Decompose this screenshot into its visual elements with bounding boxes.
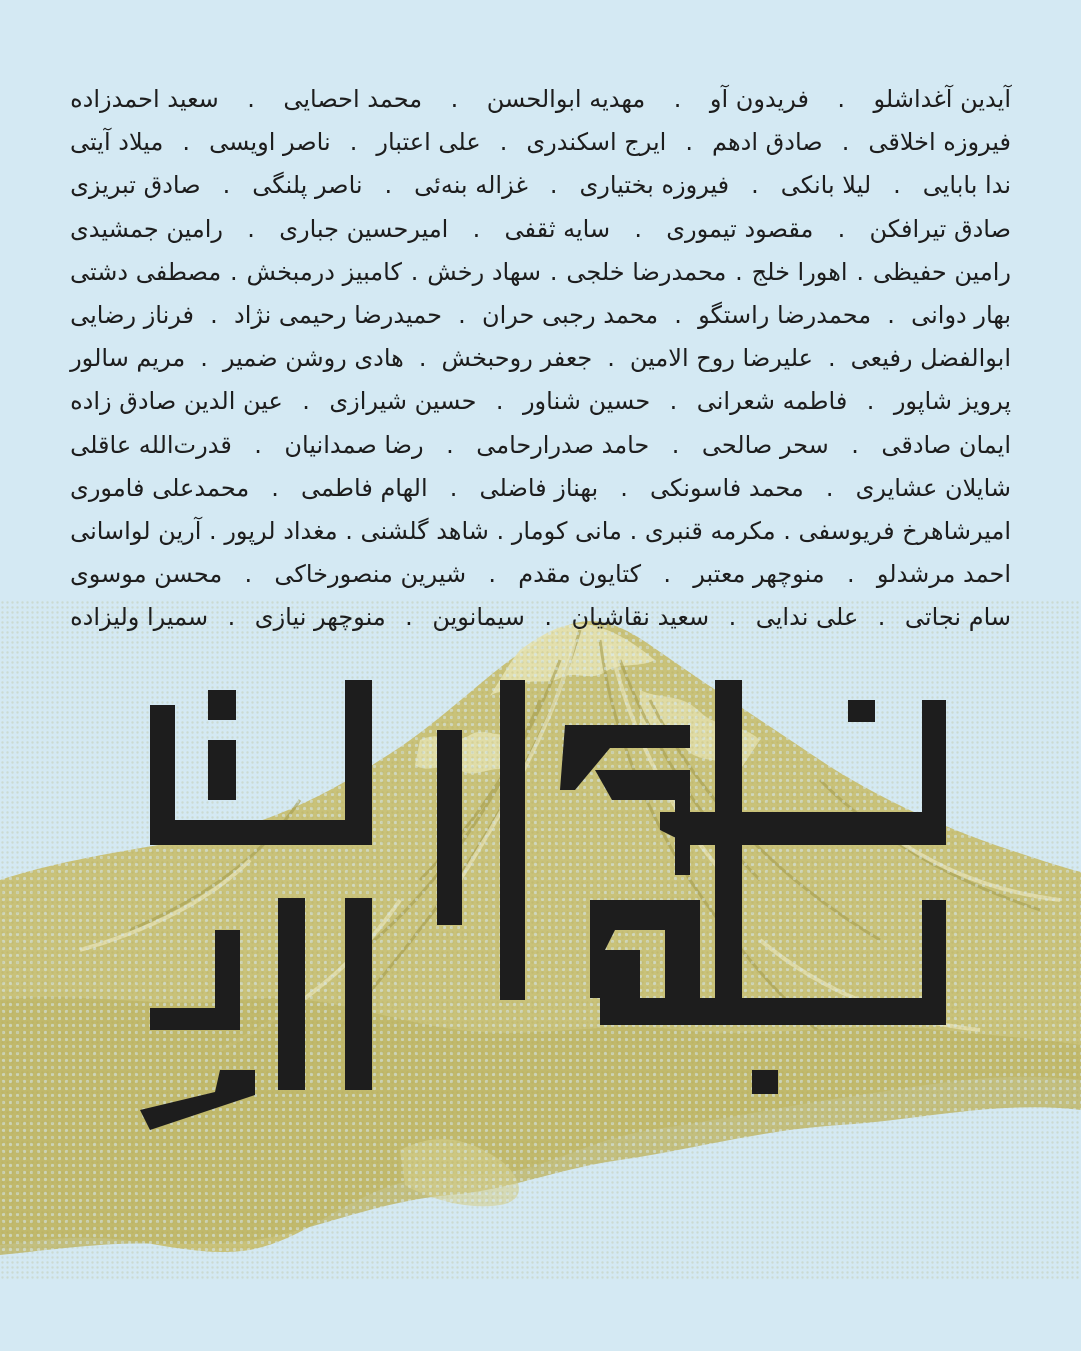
name-separator: . (472, 214, 481, 243)
artist-name: مغداد لرپور (224, 516, 338, 545)
name-separator: . (499, 128, 508, 157)
artist-name: غزاله بنه‌ئی (414, 171, 528, 200)
artist-name: فیروزه اخلاقی (868, 128, 1011, 157)
name-separator: . (405, 603, 413, 632)
artist-name: بهار دوانی (911, 300, 1011, 329)
artist-name: امیرحسین جباری (279, 214, 449, 243)
name-separator: . (496, 516, 505, 545)
name-separator: . (230, 257, 238, 286)
artist-name: محمد احصایی (283, 85, 423, 113)
artist-name: مانی کومار (511, 516, 622, 545)
artist-name: مریم سالور (70, 344, 186, 373)
name-separator: . (887, 300, 895, 329)
name-separator: . (446, 430, 454, 459)
name-separator: . (607, 344, 615, 373)
artist-name: رامین جمشیدی (70, 214, 224, 243)
name-separator: . (825, 473, 834, 502)
artist-name: فیروزه بختیاری (579, 171, 730, 200)
artist-name: محمد فاسونکی (650, 473, 804, 502)
artist-name: بهناز فاضلی (479, 473, 599, 502)
name-separator: . (247, 214, 255, 243)
name-separator: . (410, 257, 419, 286)
name-separator: . (783, 516, 791, 545)
artist-name: فاطمه شعرانی (696, 387, 848, 416)
name-separator: . (669, 387, 678, 416)
artist-name: محسن موسوی (70, 560, 223, 589)
artist-name: سام نجاتی (904, 603, 1011, 632)
artist-name: منوچهر نیازی (254, 603, 386, 632)
artist-name: ندا بابایی (922, 171, 1011, 200)
artist-name: آیدین آغداشلو (873, 85, 1011, 113)
artist-name: حسین شیرازی (329, 387, 477, 416)
artist-name: صادق تبریزی (70, 171, 201, 200)
name-separator: . (673, 85, 682, 113)
artist-name: هادی روشن ضمیر (222, 344, 404, 373)
artist-name: شایلان عشایری (855, 473, 1011, 502)
artist-name: فرناز رضایی (70, 300, 194, 329)
artist-name: حمیدرضا رحیمی نژاد (234, 300, 442, 329)
name-separator: . (751, 171, 759, 200)
artist-name: حسین شناور (522, 387, 651, 416)
artist-name: صادق ادهم (712, 128, 823, 157)
artist-name: رامین حفیظی (872, 257, 1011, 286)
name-separator: . (634, 214, 642, 243)
name-separator: . (222, 171, 231, 200)
name-separator: . (384, 171, 393, 200)
artist-name: سحر صالحی (701, 430, 829, 459)
name-separator: . (685, 128, 693, 157)
artist-name: عین الدین صادق زاده (70, 387, 283, 416)
artist-name: فریدون آو (709, 85, 809, 113)
artist-name: ایرج اسکندری (526, 128, 667, 157)
name-separator: . (200, 344, 208, 373)
name-separator: . (247, 85, 255, 113)
name-separator: . (841, 128, 850, 157)
name-separator: . (549, 171, 558, 200)
name-separator: . (851, 430, 859, 459)
artist-name: جعفر روحبخش (441, 344, 593, 373)
name-separator: . (671, 430, 680, 459)
name-separator: . (254, 430, 262, 459)
name-separator: . (227, 603, 236, 632)
artist-name: احمد مرشدلو (876, 560, 1011, 589)
artist-name: قدرت‌الله عاقلی (70, 430, 232, 459)
name-separator: . (271, 473, 279, 502)
artist-name: ابوالفضل رفیعی (850, 344, 1011, 373)
name-separator: . (837, 85, 846, 113)
artist-name: مکرمه قنبری (644, 516, 776, 545)
artist-name: مقصود تیموری (666, 214, 814, 243)
artist-name: کامبیز درمبخش (246, 257, 402, 286)
artist-name: شاهد گلشنی (360, 516, 489, 545)
name-separator: . (735, 257, 743, 286)
name-separator: . (620, 473, 628, 502)
artist-name: رضا صمدانیان (284, 430, 424, 459)
artist-name: میلاد آیتی (70, 128, 164, 157)
name-separator: . (827, 344, 836, 373)
name-separator: . (893, 171, 901, 200)
artist-name: مصطفی دشتی (70, 257, 222, 286)
artist-name: سعید نقاشیان (571, 603, 710, 632)
artist-name: محمدرضا خلجی (566, 257, 727, 286)
artist-name: سیمانوین (432, 603, 525, 632)
name-separator: . (866, 387, 875, 416)
artist-name: محمدعلی فاموری (70, 473, 250, 502)
name-separator: . (495, 387, 504, 416)
artist-name: علیرضا روح الامین (629, 344, 813, 373)
name-separator: . (302, 387, 310, 416)
name-separator: . (674, 300, 682, 329)
artist-name: سهاد رخش (427, 257, 542, 286)
name-separator: . (244, 560, 253, 589)
name-separator: . (345, 516, 353, 545)
artist-name: منوچهر معتبر (693, 560, 825, 589)
artist-name: پرویز شاپور (893, 387, 1011, 416)
artist-name: محمد رجبی حران (481, 300, 659, 329)
artist-name: شیرین منصورخاکی (274, 560, 467, 589)
name-separator: . (450, 85, 459, 113)
name-separator: . (629, 516, 638, 545)
name-separator: . (210, 300, 218, 329)
artist-name: ایمان صادقی (881, 430, 1011, 459)
name-separator: . (209, 516, 217, 545)
artist-name: سایه ثقفی (504, 214, 611, 243)
name-separator: . (418, 344, 427, 373)
artist-name: سمیرا ولیزاده (70, 603, 209, 632)
name-separator: . (663, 560, 671, 589)
artist-name: اهورا خلج (751, 257, 848, 286)
name-separator: . (458, 300, 466, 329)
artist-name: مهدیه ابوالحسن (486, 85, 646, 113)
artist-name: محمدرضا راستگو (698, 300, 872, 329)
artist-name: سعید احمدزاده (70, 85, 219, 113)
artist-name: علی اعتبار (376, 128, 481, 157)
name-separator: . (877, 603, 886, 632)
name-separator: . (856, 257, 864, 286)
artist-name: حامد صدرارحامی (476, 430, 650, 459)
artist-name: کتایون مقدم (518, 560, 642, 589)
artist-name: علی ندایی (755, 603, 859, 632)
artist-name: لیلا بانکی (780, 171, 872, 200)
artist-name: ناصر پلنگی (252, 171, 363, 200)
artist-name: آرین لواسانی (70, 516, 202, 545)
name-separator: . (728, 603, 737, 632)
name-separator: . (544, 603, 553, 632)
name-separator: . (837, 214, 846, 243)
name-separator: . (349, 128, 358, 157)
name-separator: . (549, 257, 558, 286)
name-separator: . (846, 560, 855, 589)
name-separator: . (488, 560, 496, 589)
artist-name: الهام فاطمی (301, 473, 428, 502)
artist-name: صادق تیرافکن (869, 214, 1011, 243)
artist-name: امیرشاهرخ فریوسفی (798, 516, 1011, 545)
name-separator: . (449, 473, 458, 502)
name-separator: . (182, 128, 191, 157)
artist-name: ناصر اویسی (209, 128, 331, 157)
